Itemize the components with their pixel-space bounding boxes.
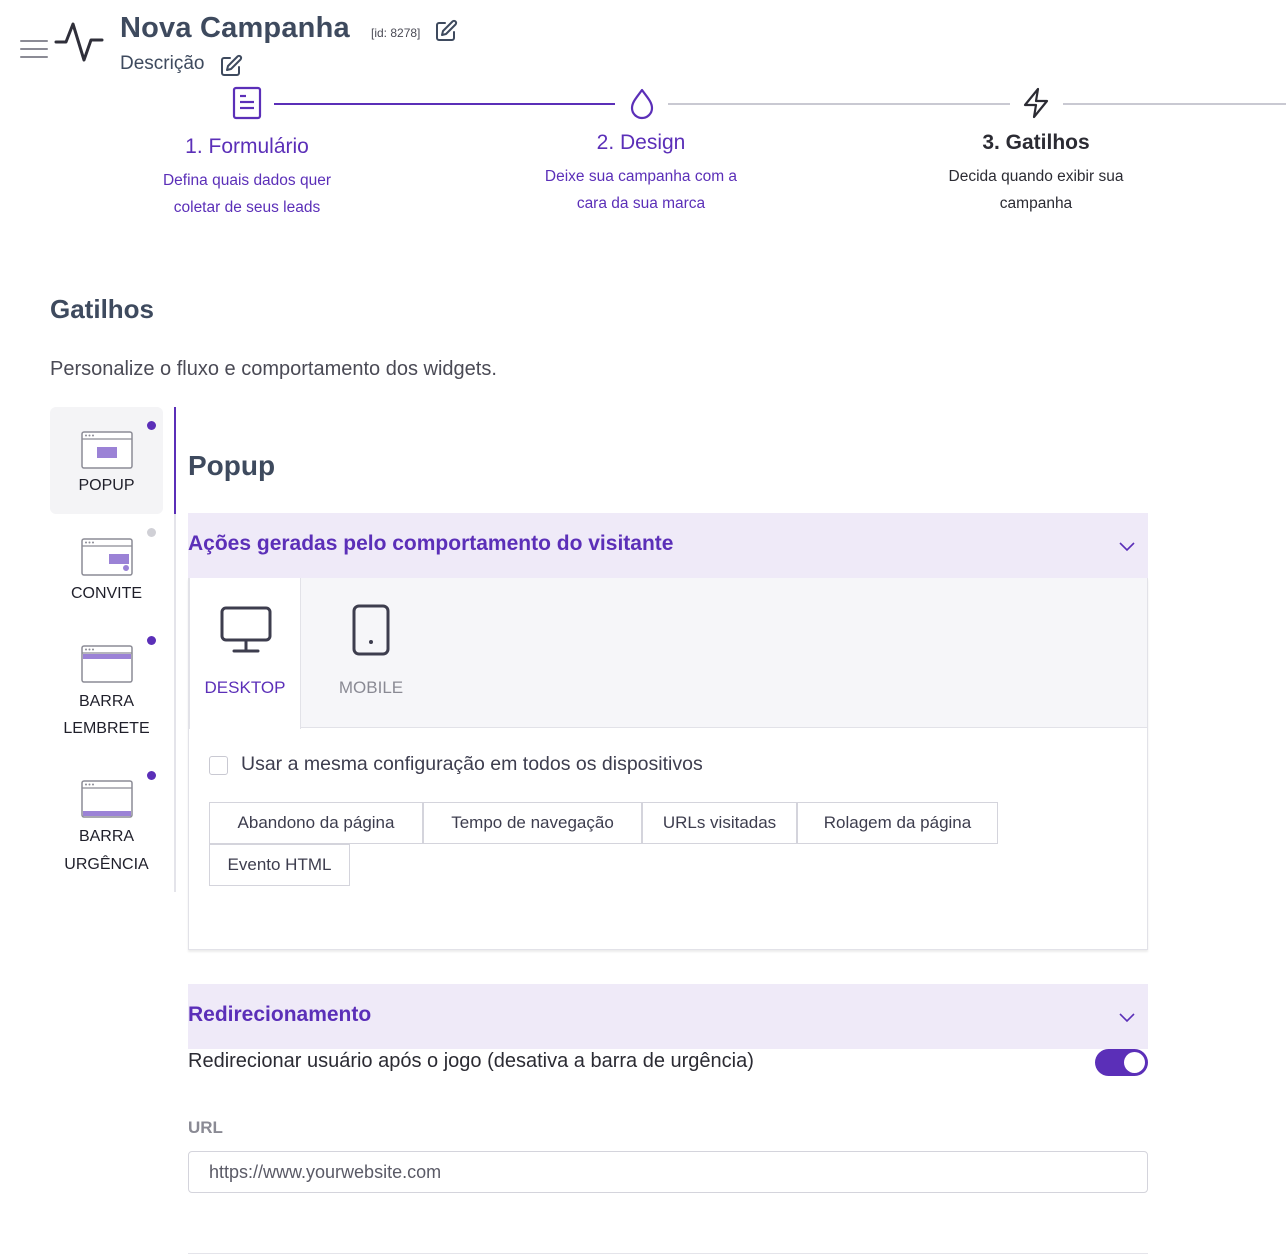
url-input[interactable] (188, 1151, 1148, 1193)
tab-mobile[interactable] (315, 578, 427, 728)
accordion-actions-title: Ações geradas pelo comportamento do visitante (188, 532, 674, 555)
status-dot (147, 771, 156, 780)
toggle-knob (1124, 1052, 1145, 1073)
status-dot (147, 636, 156, 645)
section-subtitle: Personalize o fluxo e comportamento dos widgets. (50, 358, 497, 380)
step-1-desc-line2: coletar de seus leads (173, 199, 321, 216)
sidebar-item-barra-lembrete[interactable] (50, 621, 163, 756)
step-2-desc-line2: cara da sua marca (576, 195, 706, 212)
divider (188, 1253, 1148, 1254)
step-2-title[interactable]: 2. Design (596, 131, 686, 154)
trigger-evento-html-button[interactable]: Evento HTML (209, 844, 350, 886)
sidebar-item-convite[interactable] (50, 514, 163, 621)
step-3-desc-line1: Decida quando exibir sua (948, 168, 1124, 185)
device-tabs (189, 578, 1147, 728)
trigger-abandono-button[interactable]: Abandono da página (209, 802, 423, 844)
step-3-desc-line2: campanha (999, 195, 1073, 212)
step-connector-3 (1063, 103, 1286, 105)
tab-desktop[interactable] (189, 578, 301, 729)
chevron-down-icon (1118, 537, 1136, 555)
popup-title: Popup (188, 450, 276, 481)
desktop-icon (220, 606, 272, 654)
trigger-rolagem-button[interactable]: Rolagem da página (797, 802, 998, 844)
sidebar-item-barra-urgencia[interactable] (50, 756, 163, 891)
pulse-logo-icon (54, 18, 104, 64)
accordion-redirect-header[interactable] (188, 984, 1148, 1049)
trigger-tempo-button[interactable]: Tempo de navegação (423, 802, 642, 844)
reminder-bar-icon (81, 645, 133, 683)
accordion-redirect-title: Redirecionamento (188, 1003, 372, 1026)
same-config-checkbox[interactable] (209, 756, 228, 775)
chevron-down-icon (1118, 1008, 1136, 1026)
drop-icon[interactable] (625, 86, 659, 120)
step-connector-1 (274, 103, 615, 105)
url-label: URL (188, 1118, 223, 1137)
mobile-icon (352, 604, 390, 656)
trigger-urls-button[interactable]: URLs visitadas (642, 802, 797, 844)
edit-title-icon[interactable] (434, 19, 458, 43)
step-3-title[interactable]: 3. Gatilhos (982, 131, 1090, 154)
step-2-desc-line1: Deixe sua campanha com a (544, 168, 738, 185)
status-dot (147, 421, 156, 430)
urgency-bar-icon (81, 780, 133, 818)
redirect-toggle[interactable] (1095, 1049, 1148, 1076)
redirect-label: Redirecionar usuário após o jogo (desativa a barra de urgência) (188, 1050, 754, 1072)
sidebar-item-label-line1: BARRA (78, 828, 135, 845)
menu-icon[interactable] (20, 40, 50, 64)
document-icon[interactable] (230, 86, 264, 120)
edit-description-icon[interactable] (219, 54, 243, 78)
campaign-title: Nova Campanha (120, 12, 350, 44)
tab-mobile-label: MOBILE (338, 678, 404, 697)
sidebar-item-label: POPUP (78, 477, 135, 494)
sidebar-active-indicator (174, 407, 176, 514)
sidebar-item-popup[interactable] (50, 407, 163, 514)
lightning-icon[interactable] (1019, 86, 1053, 120)
section-title: Gatilhos (50, 294, 155, 324)
same-config-label: Usar a mesma configuração em todos os dispositivos (241, 753, 703, 775)
accordion-actions-body (188, 578, 1148, 950)
step-connector-2 (668, 103, 1010, 105)
invite-widget-icon (81, 538, 133, 576)
sidebar-item-label-line2: URGÊNCIA (64, 856, 149, 873)
sidebar-item-label: CONVITE (70, 585, 143, 602)
sidebar-item-label-line1: BARRA (78, 693, 135, 710)
accordion-actions-header[interactable] (188, 513, 1148, 578)
campaign-description[interactable]: Descrição (120, 53, 205, 74)
campaign-id: [id: 8278] (371, 26, 421, 40)
sidebar-item-label-line2: LEMBRETE (63, 720, 150, 737)
popup-widget-icon (81, 431, 133, 469)
status-dot (147, 528, 156, 537)
tab-desktop-label: DESKTOP (204, 678, 286, 697)
step-1-desc-line1: Defina quais dados quer (162, 172, 332, 189)
step-1-title[interactable]: 1. Formulário (185, 135, 309, 158)
